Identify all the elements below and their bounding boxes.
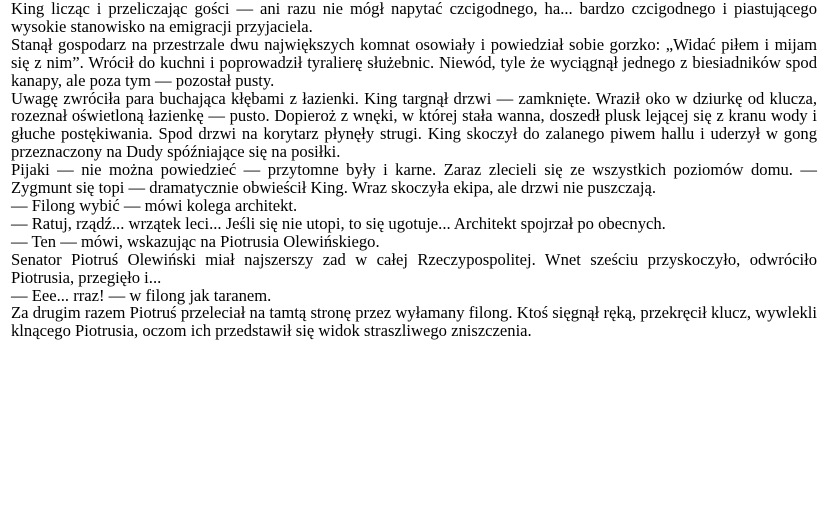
paragraph-1: King licząc i przeliczając gości — ani razu nie mógł napytać czcigodnego, ha... bardzo czcigodnego i piastującego wysokie stanowisko na emigracji przyjaciela.: [11, 0, 817, 36]
paragraph-3: Uwagę zwróciła para buchająca kłębami z łazienki. King targnął drzwi — zamknięte. Wraził oko w dziurkę od klucza, rozeznał oświetloną łazienkę — pusto. Dopieroż z wnęki, w której stała wanna, doszedł plusk lejącej się z kranu wody i głuche postękiwania. Spod drzwi na korytarz płynęły strugi. King skoczył do zalanego piwem hallu i uderzył w gong przeznaczony na Dudy spóźniające się na posiłki.: [11, 88, 817, 162]
paragraph-6: — Ratuj, rządź... wrzątek leci... Jeśli się nie utopi, to się ugotuje... Architekt spojrzał po obecnych.: [11, 213, 666, 233]
paragraph-4: Pijaki — nie można powiedzieć — przytomne były i karne. Zaraz zlecieli się ze wszystkich poziomów domu. — Zygmunt się topi — dramatycznie obwieścił King. Wraz skoczyła ekipa, ale drzwi nie puszczają.: [11, 160, 817, 198]
paragraph-8: Senator Piotruś Olewiński miał najszerszy zad w całej Rzeczypospolitej. Wnet sześciu przyskoczyło, odwróciło Piotrusia, przegięło i...: [11, 249, 817, 287]
paragraph-7: — Ten — mówi, wskazując na Piotrusia Olewińskiego.: [11, 231, 380, 251]
paragraph-5: — Filong wybić — mówi kolega architekt.: [11, 195, 298, 215]
document-page: [11, 0, 817, 340]
paragraph-9: — Eee... rraz! — w filong jak taranem.: [11, 285, 272, 305]
paragraph-10: Za drugim razem Piotruś przeleciał na tamtą stronę przez wyłamany filong. Ktoś sięgnął ręką, przekręcił klucz, wywlekli klnącego Piotrusia, oczom ich przedstawił się widok straszliwego zniszczenia.: [11, 303, 817, 341]
paragraph-2: Stanął gospodarz na przestrzale dwu największych komnat osowiały i powiedział sobie gorzko: „Widać piłem i mijam się z nim”. Wrócił do kuchni i poprowadził tyralierę służebnic. Niewód, tyle że wyciągnął jednego z biesiadników spod kanapy, ale poza tym — pozostał pusty.: [11, 34, 817, 90]
